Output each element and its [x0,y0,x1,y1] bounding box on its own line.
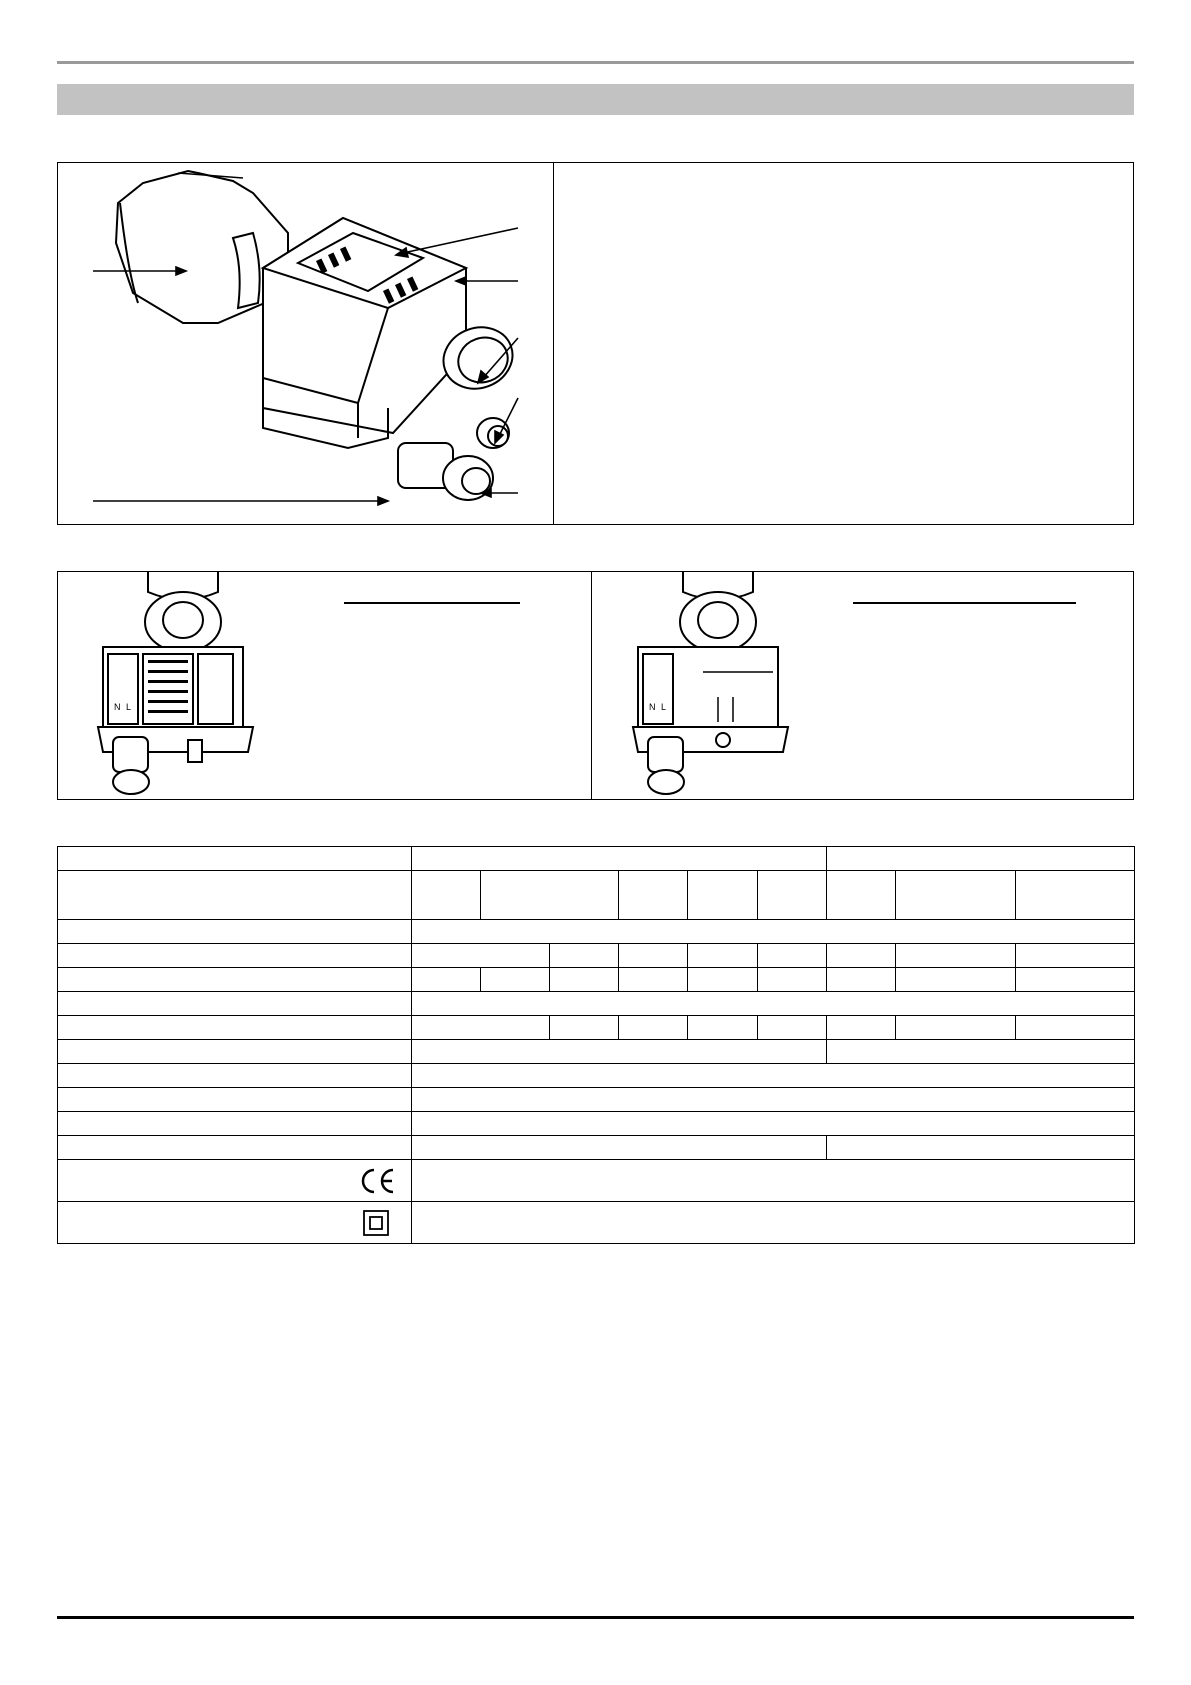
left-view-heading-underline [344,602,520,604]
table-row [58,1016,1135,1040]
table-row [58,1136,1135,1160]
product-overview-figure [57,162,1134,525]
table-row [58,1160,1135,1202]
header-top-rule [57,61,1134,64]
table-row [58,1064,1135,1088]
table-row [58,1112,1135,1136]
table-row [58,1088,1135,1112]
table-row [58,920,1135,944]
class2-double-insulation-icon [363,1210,389,1236]
internal-view-left [88,572,288,801]
wiring-views-figure [57,571,1134,800]
right-view-heading-underline [853,602,1076,604]
terminal-label-l-right: L [661,702,667,712]
table-row [58,944,1135,968]
table-row [58,968,1135,992]
table-row [58,871,1135,920]
table-row [58,1040,1135,1064]
ce-mark-icon [357,1166,397,1196]
section-title-bar [57,84,1134,115]
terminal-label-l: L [126,702,132,712]
actuator-drawing [58,163,553,526]
table-row [58,992,1135,1016]
terminal-label-n-right: N [649,702,656,712]
views-divider [591,572,592,799]
specification-table [57,846,1135,1244]
table-row [58,1202,1135,1244]
figure-divider [553,163,554,524]
table-row [58,847,1135,871]
terminal-label-n: N [114,702,121,712]
footer-rule [57,1616,1134,1619]
internal-view-right [623,572,823,801]
